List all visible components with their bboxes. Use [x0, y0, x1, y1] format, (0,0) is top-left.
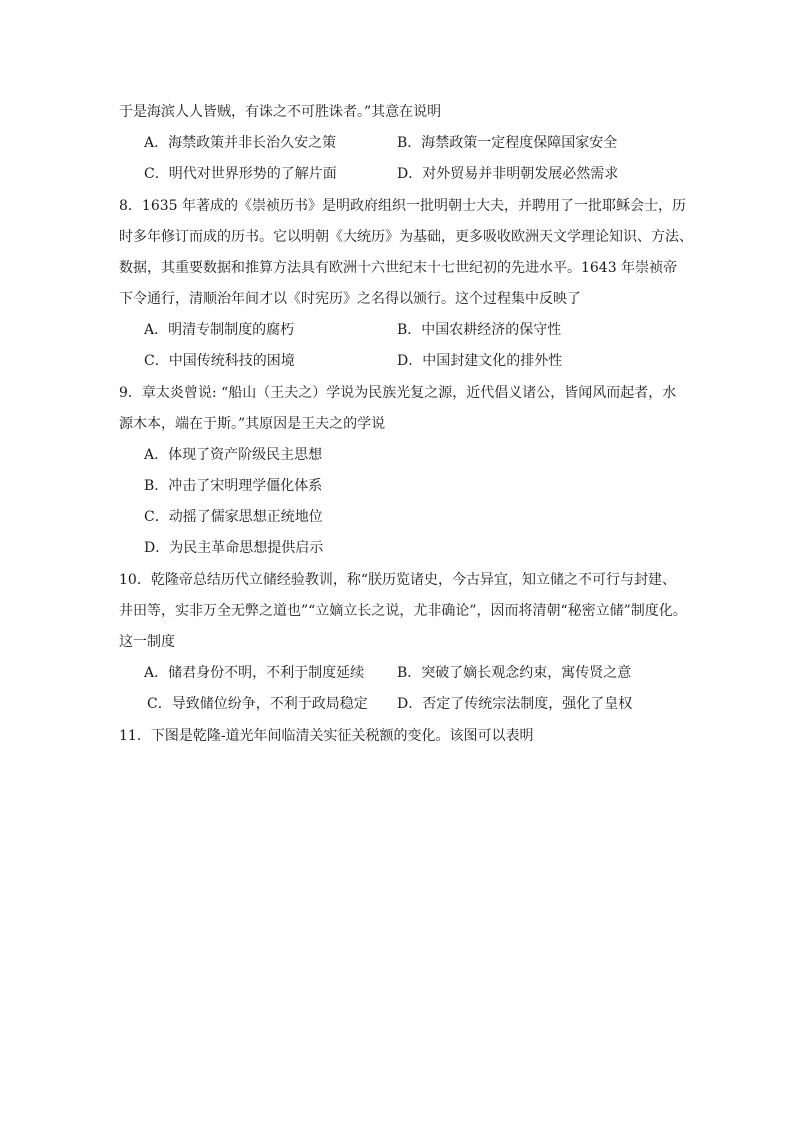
- q7-option-a: A．海禁政策并非长治久安之策: [144, 135, 337, 151]
- q9-stem-line-1: 9．章太炎曾说: “船山（王夫之）学说为民族光复之源，近代倡义诸公，皆闻风而起者，水: [119, 385, 677, 401]
- q10-option-b: B．突破了嫡长观念约束，寓传贤之意: [397, 665, 632, 681]
- q7-option-c: C．明代对世界形势的了解片面: [144, 166, 337, 182]
- q10-stem-line-1: 10．乾隆帝总结历代立储经验教训，称“朕历览诸史，今古异宜，知立储之不可行与封建、: [119, 572, 676, 588]
- q9-stem-line-2: 源木本，端在于斯。”其原因是王夫之的学说: [119, 416, 386, 432]
- q7-option-b: B．海禁政策一定程度保障国家安全: [397, 135, 618, 151]
- q10-option-d: D．否定了传统宗法制度，强化了皇权: [397, 696, 633, 712]
- q8-option-d: D．中国封建文化的排外性: [397, 353, 563, 369]
- q9-option-c: C．动摇了儒家思想正统地位: [144, 509, 323, 525]
- q8-option-b: B．中国农耕经济的保守性: [397, 322, 562, 338]
- q8-option-c: C．中国传统科技的困境: [144, 353, 295, 369]
- q10-option-a: A．储君身份不明，不利于制度延续: [144, 665, 365, 681]
- q8-stem-line-4: 下令通行，清顺治年间才以《时宪历》之名得以颁行。这个过程集中反映了: [119, 291, 581, 307]
- q8-stem-line-2: 时多年修订而成的历书。它以明朝《大统历》为基础，更多吸收欧洲天文学理论知识、方法、: [119, 229, 693, 245]
- q7-option-d: D．对外贸易并非明朝发展必然需求: [397, 166, 619, 182]
- q10-option-c: C．导致储位纷争，不利于政局稳定: [147, 696, 368, 712]
- q11-stem-line-1: 11．下图是乾隆-道光年间临清关实征关税额的变化。该图可以表明: [119, 728, 534, 744]
- q9-option-b: B．冲击了宋明理学僵化体系: [144, 478, 323, 494]
- q8-stem-line-3: 数据，其重要数据和推算方法具有欧洲十六世纪末十七世纪初的先进水平。1643 年崇祯帝: [119, 260, 678, 276]
- q8-option-a: A．明清专制制度的腐朽: [144, 322, 295, 338]
- q10-stem-line-3: 这一制度: [119, 634, 175, 650]
- q8-stem-line-1: 8．1635 年著成的《崇祯历书》是明政府组织一批明朝士大夫，并聘用了一批耶稣会士，历: [119, 198, 686, 214]
- q9-option-a: A．体现了资产阶级民主思想: [144, 447, 323, 463]
- q9-option-d: D．为民主革命思想提供启示: [144, 540, 324, 556]
- q7-stem-continuation: 于是海滨人人皆贼，有诛之不可胜诛者。”其意在说明: [119, 104, 442, 120]
- q10-stem-line-2: 井田等，实非万全无弊之道也”“立嫡立长之说，尤非确论”，因而将清朝“秘密立储”制度化。: [119, 603, 687, 619]
